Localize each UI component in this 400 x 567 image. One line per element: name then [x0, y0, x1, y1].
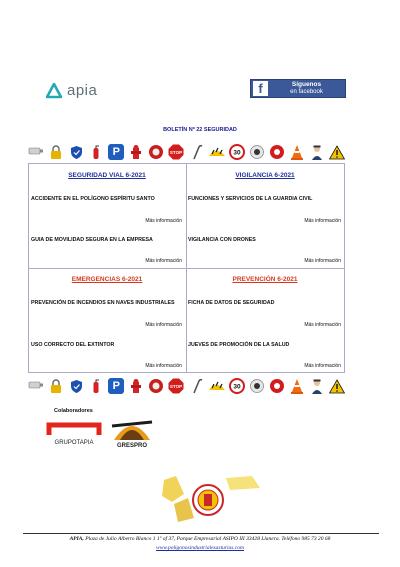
news-item-title[interactable]: GUIA DE MOVILIDAD SEGURA EN LA EMPRESA: [31, 237, 153, 243]
icon-strip-bottom: [28, 377, 345, 395]
footer-website-link[interactable]: www.poligonosindustrialesasturias.com: [156, 545, 244, 551]
news-item-title[interactable]: USO CORRECTO DEL EXTINTOR: [31, 342, 115, 348]
icon-strip-top: [28, 143, 345, 161]
fire-alarm-icon: [148, 144, 164, 160]
facebook-line1: Síguenos: [291, 81, 322, 88]
fire-hydrant-icon: [128, 144, 144, 160]
svg-text:30: 30: [233, 383, 241, 391]
cctv-camera-icon: [28, 144, 44, 160]
stop-sign-icon: [168, 144, 184, 160]
shield-icon: [68, 378, 84, 394]
fire-hydrant-icon: [128, 378, 144, 394]
footer-address-text: Plaza de Julio Alberto Blanco 1 1º of 37, Parque Empresarial ASIPO III 33428 Llanera. Teléfono 985 73 20 68: [85, 536, 331, 542]
padlock-icon: [48, 144, 64, 160]
parque-empresarial-logo-icon: [160, 474, 264, 524]
grupo-tapia-logo-icon: [44, 417, 104, 447]
apia-logo-text: apia: [67, 82, 98, 99]
dome-camera-icon: [249, 144, 265, 160]
svg-text:STOP: STOP: [170, 150, 183, 155]
svg-text:STOP: STOP: [170, 384, 183, 389]
section-title-prevencion[interactable]: PREVENCIÓN 6-2021: [232, 276, 298, 283]
more-info-link[interactable]: Más información: [304, 218, 341, 224]
more-info-link[interactable]: Más información: [145, 363, 182, 369]
dome-camera-icon: [249, 378, 265, 394]
facebook-line2: en facebook: [290, 88, 323, 95]
fire-extinguisher-icon: [88, 144, 104, 160]
traffic-cone-icon: [289, 378, 305, 394]
traffic-cone-icon: [289, 144, 305, 160]
svg-text:30: 30: [233, 149, 241, 157]
speed-bump-icon: [209, 378, 225, 394]
facebook-icon: f: [253, 81, 268, 96]
stop-sign-icon: [168, 378, 184, 394]
parking-icon: P: [108, 378, 124, 394]
crowbar-icon: [189, 144, 205, 160]
more-info-link[interactable]: Más información: [304, 363, 341, 369]
more-info-link[interactable]: Más información: [145, 218, 182, 224]
grespro-name: GRESPRO: [116, 443, 147, 449]
parque-empresarial-logo[interactable]: [160, 474, 264, 524]
more-info-link[interactable]: Más información: [304, 258, 341, 264]
speed-limit-icon: [229, 144, 245, 160]
shield-icon: [68, 144, 84, 160]
more-info-link[interactable]: Más información: [145, 258, 182, 264]
facebook-label: [268, 82, 345, 95]
news-item-title[interactable]: JUEVES DE PROMOCIÓN DE LA SALUD: [188, 342, 290, 348]
grupo-tapia-logo[interactable]: [44, 417, 104, 447]
parking-icon: P: [108, 144, 124, 160]
bulletin-title: BOLETÍN Nº 22 SEGURIDAD: [163, 127, 237, 133]
speed-limit-icon: [229, 378, 245, 394]
news-item-title[interactable]: ACCIDENTE EN EL POLÍGONO ESPÍRITU SANTO: [31, 196, 155, 202]
padlock-icon: [48, 378, 64, 394]
security-guard-icon: [309, 144, 325, 160]
svg-text:GRUPOTAPIA: GRUPOTAPIA: [54, 440, 94, 446]
warning-icon: [329, 144, 345, 160]
speed-bump-icon: [209, 144, 225, 160]
cctv-camera-icon: [28, 378, 44, 394]
grespro-logo-icon: [108, 414, 156, 444]
footer-address: [0, 536, 400, 542]
more-info-link[interactable]: Más información: [145, 322, 182, 328]
news-item-title[interactable]: FUNCIONES Y SERVICIOS DE LA GUARDIA CIVIL: [188, 196, 313, 202]
apia-logo[interactable]: [46, 82, 97, 99]
section-title-emergencias[interactable]: EMERGENCIAS 6-2021: [71, 276, 143, 283]
collaborators-label: Colaboradores: [54, 408, 93, 414]
fire-extinguisher-icon: [88, 378, 104, 394]
facebook-follow-button[interactable]: [250, 79, 346, 98]
no-entry-icon: [269, 144, 285, 160]
footer-company: APIA,: [69, 536, 84, 542]
fire-alarm-icon: [148, 378, 164, 394]
grid-divider-horizontal: [28, 268, 345, 269]
section-title-seguridad-vial[interactable]: SEGURIDAD VIAL 6-2021: [68, 172, 146, 179]
security-guard-icon: [309, 378, 325, 394]
warning-icon: [329, 378, 345, 394]
crowbar-icon: [189, 378, 205, 394]
section-title-vigilancia[interactable]: VIGILANCIA 6-2021: [235, 172, 295, 179]
more-info-link[interactable]: Más información: [304, 322, 341, 328]
news-item-title[interactable]: FICHA DE DATOS DE SEGURIDAD: [188, 300, 275, 306]
apia-logo-icon: [46, 83, 62, 99]
news-item-title[interactable]: PREVENCIÓN DE INCENDIOS EN NAVES INDUSTRIALES: [31, 300, 175, 306]
footer-divider: [23, 533, 379, 534]
no-entry-icon: [269, 378, 285, 394]
news-item-title[interactable]: VIGILANCIA CON DRONES: [188, 237, 256, 243]
